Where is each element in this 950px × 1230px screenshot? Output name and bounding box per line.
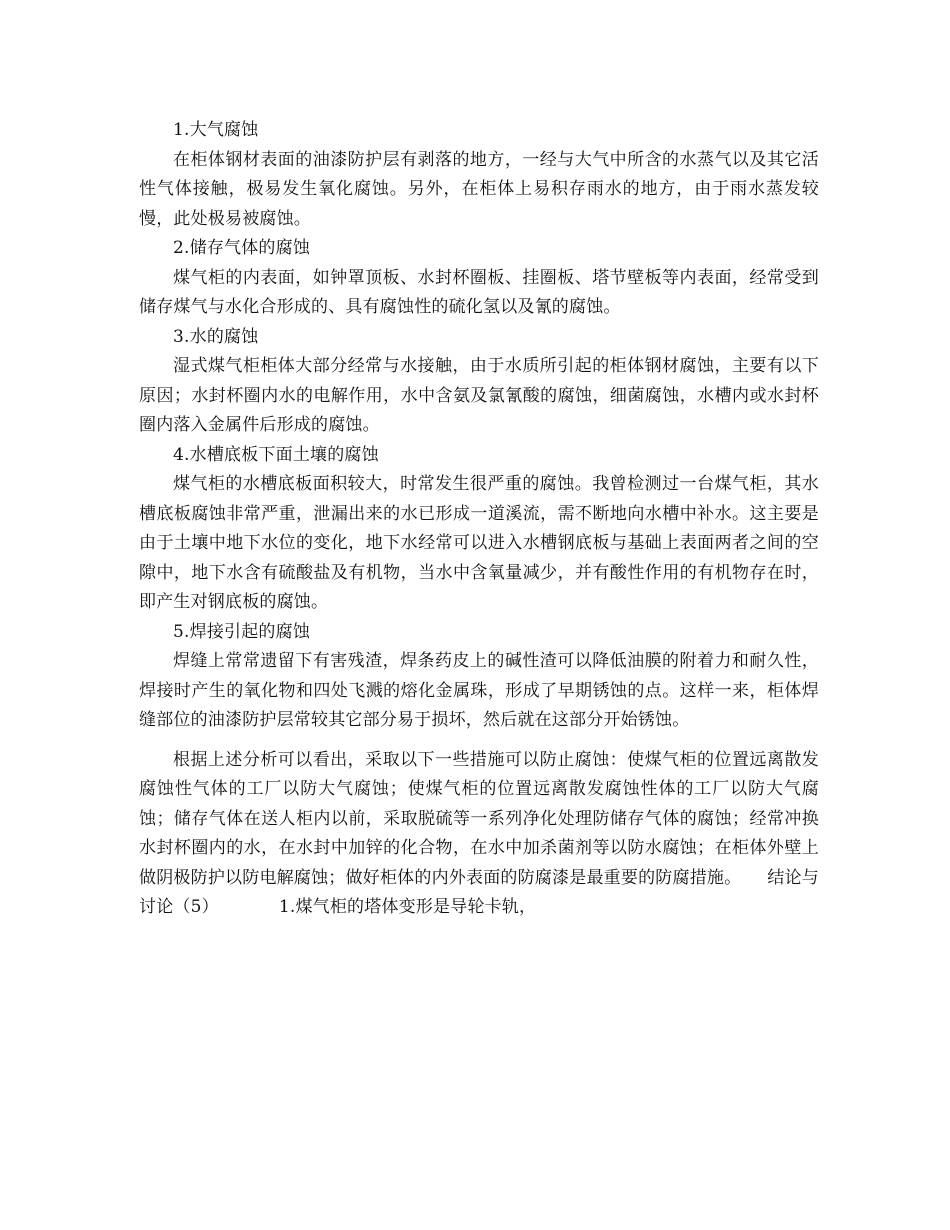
conclusion-start: 1.煤气柜的塔体变形是导轮卡轨， xyxy=(278,897,537,917)
summary-body: 根据上述分析可以看出，采取以下一些措施可以防止腐蚀：使煤气柜的位置远离散发腐蚀性气体的工厂以防大气腐蚀；使煤气柜的位置远离散发腐蚀性体的工厂以防大气腐蚀；储存气体在送人柜内以前，采取脱硫等一系列净化处理防储存气体的腐蚀；经常冲换水封杯圈内的水，在水封中加锌的化合物，在水中加杀菌剂等以防水腐蚀；在柜体外壁上做阴极防护以防电解腐蚀；做好柜体的内外表面的防腐漆是最重要的防腐措施。 xyxy=(139,749,819,888)
section-body-water: 湿式煤气柜柜体大部分经常与水接触，由于水质所引起的柜体钢材腐蚀，主要有以下原因；水封杯圈内水的电解作用，水中含氨及氯氰酸的腐蚀，细菌腐蚀，水槽内或水封杯圈内落入金属件后形成的腐蚀。 xyxy=(139,356,819,435)
section-heading-soil: 4.水槽底板下面土壤的腐蚀 xyxy=(173,444,379,465)
section-body-atmospheric: 在柜体钢材表面的油漆防护层有剥落的地方，一经与大气中所含的水蒸气以及其它活性气体接触，极易发生氧化腐蚀。另外，在柜体上易积存雨水的地方，由于雨水蒸发较慢，此处极易被腐蚀。 xyxy=(139,149,819,229)
summary-paragraph xyxy=(139,746,819,923)
section-heading-water: 3.水的腐蚀 xyxy=(173,326,259,347)
section-body-welding: 焊缝上常常遗留下有害残渣，焊条药皮上的碱性渣可以降低油膜的附着力和耐久性，焊接时产生的氧化物和四处飞溅的熔化金属珠，形成了早期锈蚀的点。这样一来，柜体焊缝部位的油漆防护层常较其它部分易于损坏，然后就在这部分开始锈蚀。 xyxy=(139,651,819,730)
conclusion-heading: 结论与讨论（5） xyxy=(139,867,819,917)
section-body-soil: 煤气柜的水槽底板面积较大，时常发生很严重的腐蚀。我曾检测过一台煤气柜，其水槽底板腐蚀非常严重，泄漏出来的水已形成一道溪流，需不断地向水槽中补水。这主要是由于土壤中地下水位的变化，地下水经常可以进入水槽钢底板与基础上表面两者之间的空隙中，地下水含有硫酸盐及有机物，当水中含氧量减少，并有酸性作用的有机物存在时，即产生对钢底板的腐蚀。 xyxy=(139,474,819,612)
section-heading-atmospheric: 1.大气腐蚀 xyxy=(173,120,259,140)
section-heading-welding: 5.焊接引起的腐蚀 xyxy=(173,621,311,642)
document-body xyxy=(139,116,819,923)
section-heading-stored-gas: 2.储存气体的腐蚀 xyxy=(173,238,311,258)
section-body-stored-gas: 煤气柜的内表面，如钟罩顶板、水封杯圈板、挂圈板、塔节壁板等内表面，经常受到储存煤气与水化合形成的、具有腐蚀性的硫化氢以及氰的腐蚀。 xyxy=(139,267,819,317)
